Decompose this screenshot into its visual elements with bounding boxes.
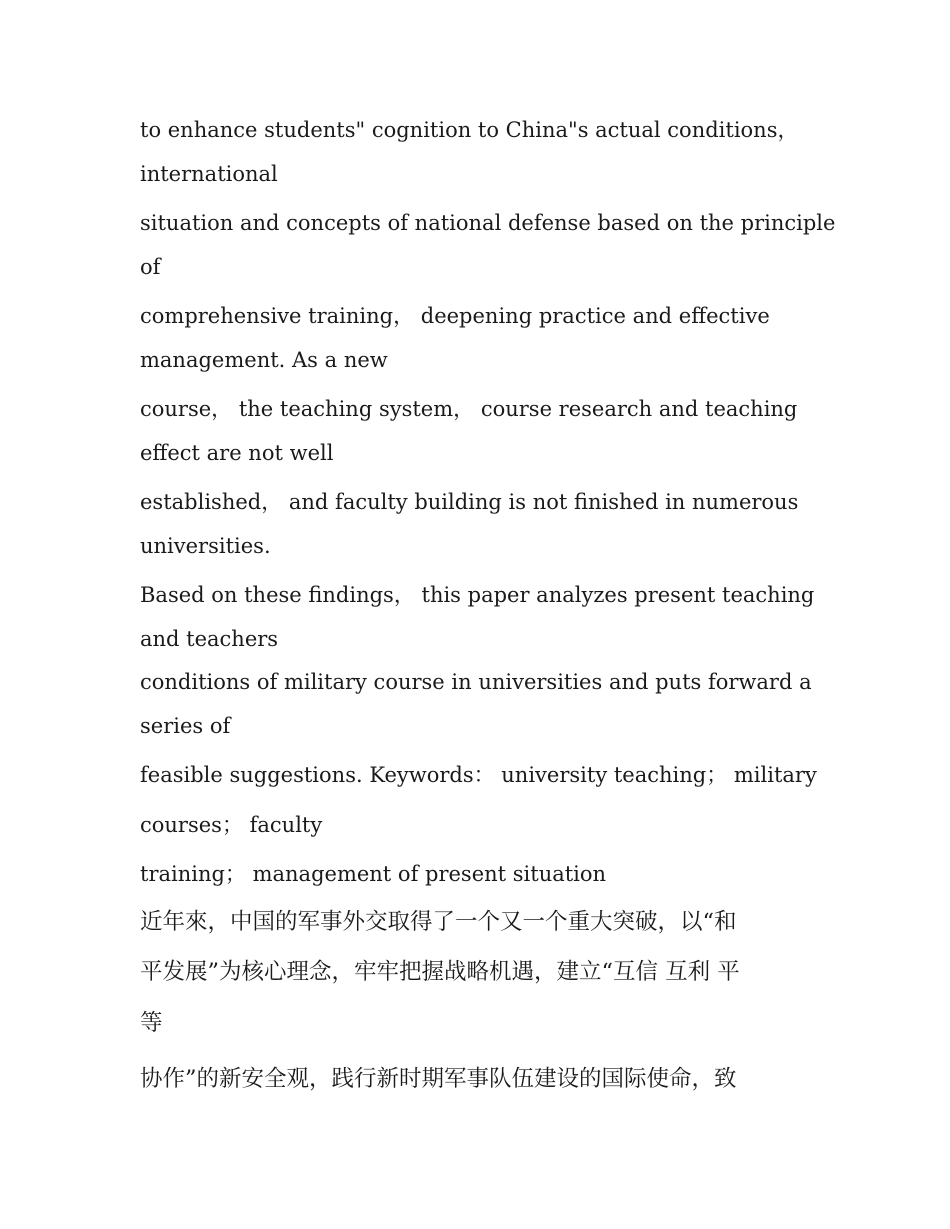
text-line: feasible suggestions. Keywords： university teaching； military [140, 763, 817, 787]
text-line: courses； faculty [140, 812, 323, 837]
text-line: 等 [140, 1009, 163, 1036]
text-line: 平发展”为核心理念，牢牢把握战略机遇，建立“互信 互利 平 [140, 959, 740, 985]
text-line: of [140, 254, 161, 279]
text-line: 协作”的新安全观，践行新时期军事队伍建设的国际使命，致 [140, 1066, 737, 1092]
text-line: series of [140, 713, 231, 738]
text-line: Based on these findings， this paper analyzes present teaching [140, 583, 815, 607]
text-line: to enhance students" cognition to China"s actual conditions， [140, 118, 799, 142]
text-line: 近年來，中国的军事外交取得了一个又一个重大突破，以“和 [140, 908, 737, 935]
text-line: training； management of present situation [140, 862, 607, 886]
text-line: conditions of military course in universities and puts forward a [140, 670, 812, 694]
text-line: comprehensive training， deepening practice and effective [140, 304, 770, 328]
text-line: international [140, 161, 278, 186]
text-line: and teachers [140, 626, 279, 651]
text-line: situation and concepts of national defense based on the principle [140, 211, 836, 235]
text-line: management. As a new [140, 347, 388, 372]
body-text [140, 109, 836, 1105]
text-line: established， and faculty building is not finished in numerous [140, 490, 799, 514]
text-line: effect are not well [140, 440, 334, 465]
text-line: course， the teaching system， course research and teaching [140, 397, 798, 421]
text-line: universities. [140, 533, 271, 558]
